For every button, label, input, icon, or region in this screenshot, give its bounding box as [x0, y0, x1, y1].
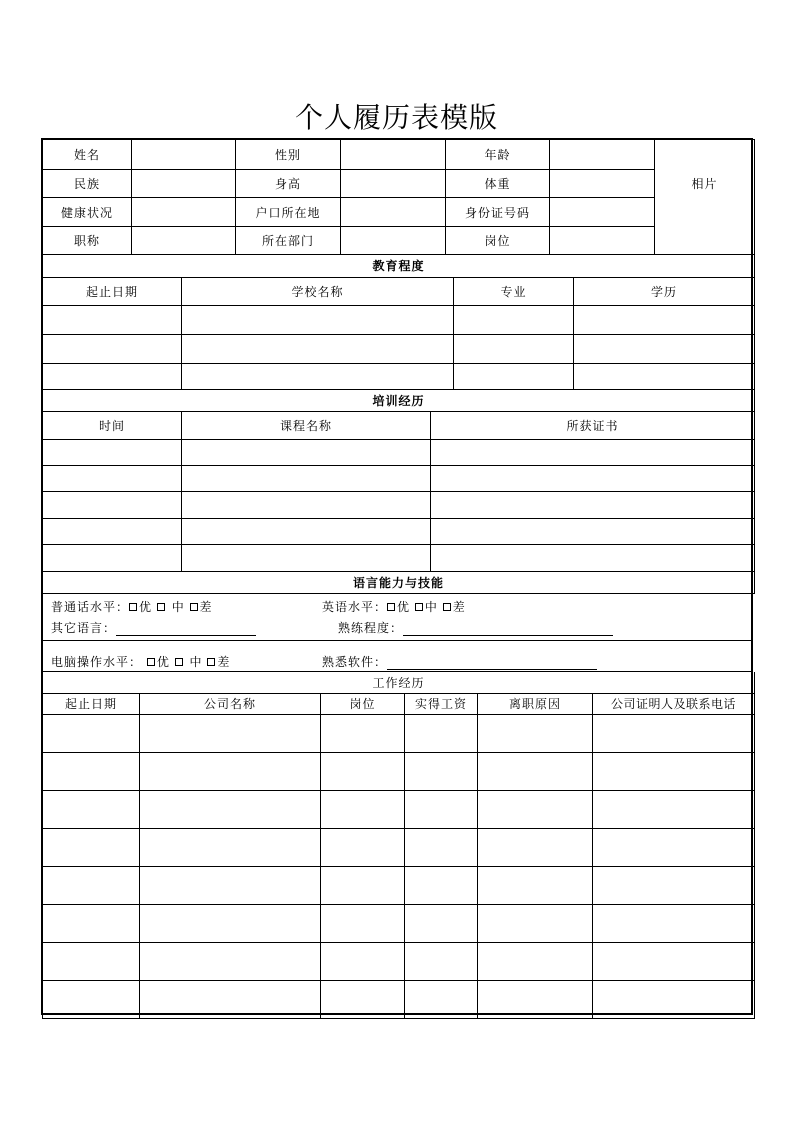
option-poor: 差: [199, 600, 213, 614]
gender-field[interactable]: [341, 140, 446, 170]
job-title-label: 职称: [43, 227, 132, 255]
weight-field[interactable]: [550, 170, 655, 198]
work-cell[interactable]: [43, 942, 140, 980]
work-cell[interactable]: [478, 904, 593, 942]
education-table: [42, 255, 755, 390]
training-cell[interactable]: [43, 519, 182, 545]
work-cell[interactable]: [593, 980, 755, 1018]
language-skills-block: [42, 594, 752, 641]
training-cell[interactable]: [43, 466, 182, 492]
table-row: [43, 752, 755, 790]
work-cell[interactable]: [478, 942, 593, 980]
option-good: 优: [397, 600, 411, 614]
work-table: [42, 672, 755, 1019]
software-input[interactable]: [387, 656, 597, 670]
training-cell[interactable]: [182, 466, 431, 492]
edu-cell[interactable]: [574, 305, 755, 334]
table-row: [43, 305, 755, 334]
age-label: 年龄: [446, 140, 550, 170]
education-section-title: 教育程度: [43, 255, 755, 277]
work-cell[interactable]: [405, 752, 478, 790]
work-header-salary: 实得工资: [405, 693, 478, 714]
work-cell[interactable]: [140, 904, 321, 942]
edu-cell[interactable]: [182, 305, 454, 334]
work-cell[interactable]: [593, 942, 755, 980]
training-cell[interactable]: [182, 440, 431, 466]
page-title: 个人履历表模版: [294, 101, 498, 134]
height-field[interactable]: [341, 170, 446, 198]
training-cell[interactable]: [43, 492, 182, 519]
ethnicity-label: 民族: [43, 170, 132, 198]
table-row: [43, 519, 755, 545]
table-row: [43, 492, 755, 519]
personal-info-table: [42, 139, 755, 255]
work-cell[interactable]: [140, 828, 321, 866]
checkbox-good[interactable]: [387, 603, 395, 611]
checkbox-mid[interactable]: [415, 603, 423, 611]
edu-cell[interactable]: [574, 334, 755, 363]
work-cell[interactable]: [478, 866, 593, 904]
health-field[interactable]: [132, 198, 236, 227]
work-cell[interactable]: [140, 980, 321, 1018]
table-row: [43, 980, 755, 1018]
work-header-reference: 公司证明人及联系电话: [593, 693, 755, 714]
work-cell[interactable]: [140, 866, 321, 904]
english-level: [322, 598, 466, 615]
option-good: 优: [139, 600, 153, 614]
training-cell[interactable]: [431, 466, 755, 492]
department-label: 所在部门: [236, 227, 341, 255]
work-cell[interactable]: [321, 866, 405, 904]
edu-cell[interactable]: [43, 305, 182, 334]
id-number-label: 身份证号码: [446, 198, 550, 227]
checkbox-good[interactable]: [129, 603, 137, 611]
other-language: [51, 619, 256, 636]
option-poor: 差: [452, 600, 466, 614]
id-number-field[interactable]: [550, 198, 655, 227]
position-label: 岗位: [446, 227, 550, 255]
training-header-course: 课程名称: [182, 412, 431, 440]
photo-label: 相片: [691, 176, 718, 191]
edu-cell[interactable]: [454, 334, 574, 363]
mandarin-level: [51, 598, 213, 615]
work-cell[interactable]: [405, 904, 478, 942]
training-cell[interactable]: [182, 545, 431, 572]
work-cell[interactable]: [321, 752, 405, 790]
edu-header-dates: 起止日期: [43, 277, 182, 305]
edu-cell[interactable]: [43, 334, 182, 363]
work-cell[interactable]: [593, 790, 755, 828]
work-section-title: 工作经历: [43, 672, 755, 693]
ethnicity-field[interactable]: [132, 170, 236, 198]
work-cell[interactable]: [405, 942, 478, 980]
table-row: [43, 790, 755, 828]
training-cell[interactable]: [431, 492, 755, 519]
work-cell[interactable]: [43, 828, 140, 866]
table-row: [43, 466, 755, 492]
work-cell[interactable]: [478, 714, 593, 752]
training-table: [42, 390, 755, 595]
work-cell[interactable]: [478, 752, 593, 790]
edu-header-major: 专业: [454, 277, 574, 305]
work-cell[interactable]: [593, 752, 755, 790]
training-header-certificate: 所获证书: [431, 412, 755, 440]
work-cell[interactable]: [593, 866, 755, 904]
option-mid: 中: [171, 600, 185, 614]
option-mid: 中: [189, 655, 203, 669]
work-cell[interactable]: [405, 980, 478, 1018]
computer-level: [51, 653, 230, 670]
work-cell[interactable]: [593, 828, 755, 866]
work-cell[interactable]: [43, 866, 140, 904]
checkbox-poor[interactable]: [207, 658, 215, 666]
table-row: [43, 828, 755, 866]
edu-cell[interactable]: [43, 363, 182, 389]
work-cell[interactable]: [321, 714, 405, 752]
work-cell[interactable]: [478, 828, 593, 866]
proficiency-label: 熟练程度：: [338, 621, 404, 635]
training-cell[interactable]: [431, 519, 755, 545]
job-title-field[interactable]: [132, 227, 236, 255]
work-cell[interactable]: [321, 790, 405, 828]
work-cell[interactable]: [140, 790, 321, 828]
work-cell[interactable]: [43, 714, 140, 752]
option-good: 优: [156, 655, 170, 669]
table-row: [43, 545, 755, 572]
work-cell[interactable]: [43, 904, 140, 942]
table-row: [43, 942, 755, 980]
table-row: [43, 866, 755, 904]
checkbox-poor[interactable]: [190, 603, 198, 611]
proficiency-input[interactable]: [403, 622, 613, 636]
option-poor: 差: [217, 655, 231, 669]
work-cell[interactable]: [140, 752, 321, 790]
work-cell[interactable]: [405, 828, 478, 866]
software: [322, 653, 597, 670]
edu-cell[interactable]: [182, 363, 454, 389]
work-cell[interactable]: [405, 790, 478, 828]
work-cell[interactable]: [43, 752, 140, 790]
computer-label: 电脑操作水平：: [51, 655, 143, 669]
department-field[interactable]: [341, 227, 446, 255]
table-row: [43, 904, 755, 942]
edu-cell[interactable]: [182, 334, 454, 363]
work-cell[interactable]: [478, 790, 593, 828]
checkbox-poor[interactable]: [443, 603, 451, 611]
work-cell[interactable]: [321, 942, 405, 980]
work-cell[interactable]: [405, 866, 478, 904]
edu-cell[interactable]: [574, 363, 755, 389]
photo-box[interactable]: [655, 140, 755, 255]
training-cell[interactable]: [431, 545, 755, 572]
checkbox-mid[interactable]: [175, 658, 183, 666]
work-header-company: 公司名称: [140, 693, 321, 714]
work-cell[interactable]: [43, 980, 140, 1018]
english-label: 英语水平：: [322, 600, 388, 614]
work-cell[interactable]: [478, 980, 593, 1018]
computer-skills-block: [42, 641, 752, 672]
table-row: [43, 334, 755, 363]
table-row: [43, 440, 755, 466]
table-row: [43, 363, 755, 389]
proficiency: [338, 619, 613, 636]
work-cell[interactable]: [140, 714, 321, 752]
training-cell[interactable]: [43, 545, 182, 572]
work-cell[interactable]: [140, 942, 321, 980]
hukou-label: 户口所在地: [236, 198, 341, 227]
weight-label: 体重: [446, 170, 550, 198]
hukou-field[interactable]: [341, 198, 446, 227]
option-mid: 中: [424, 600, 438, 614]
work-cell[interactable]: [321, 828, 405, 866]
edu-cell[interactable]: [454, 305, 574, 334]
height-label: 身高: [236, 170, 341, 198]
work-cell[interactable]: [405, 714, 478, 752]
software-label: 熟悉软件：: [322, 655, 388, 669]
other-language-label: 其它语言：: [51, 621, 117, 635]
skills-section-title: 语言能力与技能: [43, 572, 755, 594]
training-section-title: 培训经历: [43, 390, 755, 412]
work-cell[interactable]: [593, 714, 755, 752]
resume-form: [41, 138, 753, 1015]
checkbox-good[interactable]: [147, 658, 155, 666]
gender-label: 性别: [236, 140, 341, 170]
work-cell[interactable]: [321, 980, 405, 1018]
edu-header-school: 学校名称: [182, 277, 454, 305]
work-header-dates: 起止日期: [43, 693, 140, 714]
other-language-input[interactable]: [116, 622, 256, 636]
work-cell[interactable]: [43, 790, 140, 828]
checkbox-mid[interactable]: [157, 603, 165, 611]
training-cell[interactable]: [182, 519, 431, 545]
edu-header-degree: 学历: [574, 277, 755, 305]
training-cell[interactable]: [43, 440, 182, 466]
age-field[interactable]: [550, 140, 655, 170]
work-cell[interactable]: [321, 904, 405, 942]
edu-cell[interactable]: [454, 363, 574, 389]
training-header-time: 时间: [43, 412, 182, 440]
work-header-position: 岗位: [321, 693, 405, 714]
name-label: 姓名: [43, 140, 132, 170]
position-field[interactable]: [550, 227, 655, 255]
health-label: 健康状况: [43, 198, 132, 227]
name-field[interactable]: [132, 140, 236, 170]
mandarin-label: 普通话水平：: [51, 600, 130, 614]
training-cell[interactable]: [431, 440, 755, 466]
work-cell[interactable]: [593, 904, 755, 942]
work-header-reason: 离职原因: [478, 693, 593, 714]
training-cell[interactable]: [182, 492, 431, 519]
table-row: [43, 714, 755, 752]
